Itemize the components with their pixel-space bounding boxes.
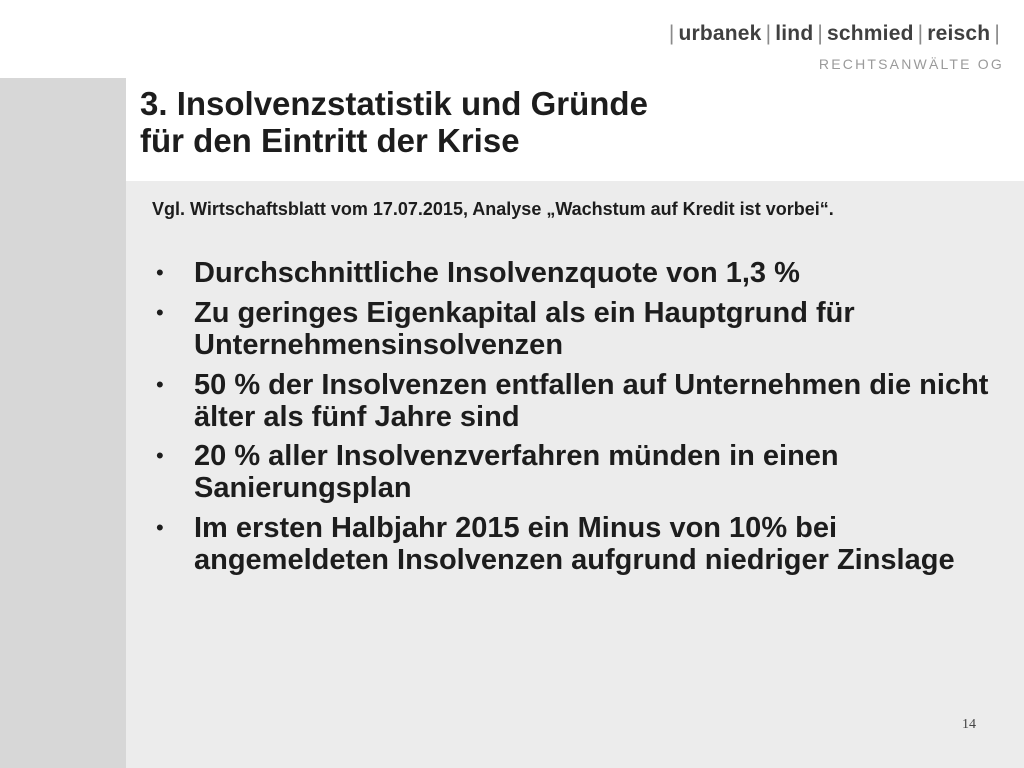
logo-name-urbanek: urbanek: [678, 22, 762, 45]
logo-name-lind: lind: [775, 22, 814, 45]
bullet-icon: •: [156, 371, 164, 397]
bullet-text: 20 % aller Insolvenzverfahren münden in einen Sanierungsplan: [194, 440, 839, 505]
page-number: 14: [962, 717, 976, 732]
logo-separator: |: [765, 22, 772, 45]
slide-title: [140, 86, 648, 160]
logo-separator: |: [668, 22, 675, 45]
bullet-text: 50 % der Insolvenzen entfallen auf Unternehmen die nicht älter als fünf Jahre sind: [194, 368, 989, 433]
bullet-item: [150, 441, 990, 505]
bullet-icon: •: [156, 515, 164, 541]
left-decorative-bar: [0, 78, 126, 768]
logo-separator: |: [917, 22, 924, 45]
slide-title-line-2: für den Eintritt der Krise: [140, 121, 520, 159]
bullet-text: Im ersten Halbjahr 2015 ein Minus von 10% bei angemeldeten Insolvenzen aufgrund niedriger Zinslage: [194, 512, 955, 577]
logo-separator: |: [817, 22, 823, 45]
firm-logo: [665, 22, 1004, 72]
logo-name-reisch: reisch: [927, 22, 991, 45]
bullet-list: [150, 258, 990, 585]
logo-separator: |: [994, 22, 1000, 45]
bullet-text: Durchschnittliche Insolvenzquote von 1,3 %: [194, 257, 800, 289]
bullet-icon: •: [156, 260, 164, 285]
bullet-text: Zu geringes Eigenkapital als ein Hauptgrund für Unternehmensinsolvenzen: [194, 296, 855, 361]
bullet-icon: •: [156, 299, 164, 325]
bullet-icon: •: [156, 443, 164, 469]
source-note: Vgl. Wirtschaftsblatt vom 17.07.2015, Analyse „Wachstum auf Kredit ist vorbei“.: [152, 199, 834, 219]
bullet-item: [150, 370, 990, 434]
bullet-item: [150, 298, 990, 362]
logo-names: [665, 22, 1004, 46]
bullet-item: [150, 513, 990, 577]
logo-subtitle: RECHTSANWÄLTE OG: [818, 56, 1004, 72]
logo-name-schmied: schmied: [827, 22, 914, 45]
bullet-item: [150, 258, 990, 290]
slide-title-line-1: 3. Insolvenzstatistik und Gründe: [140, 85, 648, 122]
